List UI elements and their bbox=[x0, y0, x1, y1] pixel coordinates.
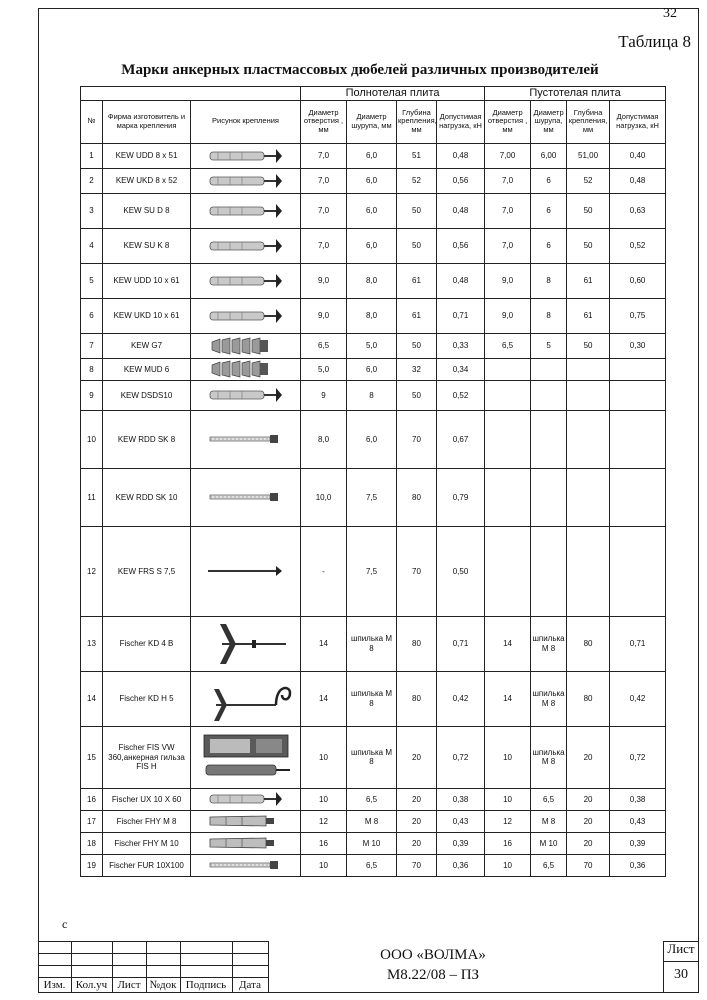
hollow-depth bbox=[567, 526, 610, 616]
hollow-screw-diam bbox=[531, 380, 567, 410]
solid-screw-diam: шпилька М 8 bbox=[347, 616, 397, 671]
solid-load: 0,79 bbox=[437, 468, 485, 526]
row-picture bbox=[191, 468, 301, 526]
hollow-load: 0,43 bbox=[610, 810, 666, 832]
row-picture bbox=[191, 788, 301, 810]
hollow-load: 0,48 bbox=[610, 168, 666, 193]
frame-dowel-icon bbox=[192, 858, 299, 872]
col-header-depth-hollow: Глубина крепления, мм bbox=[567, 100, 610, 143]
hollow-screw-diam: шпилька М 8 bbox=[531, 616, 567, 671]
table-row bbox=[81, 616, 666, 671]
solid-load: 0,38 bbox=[437, 788, 485, 810]
hollow-load: 0,52 bbox=[610, 228, 666, 263]
hollow-hole-diam: 7,0 bbox=[485, 193, 531, 228]
table-row bbox=[81, 671, 666, 726]
col-header-screw-diam-hollow: Диаметр шурупа, мм bbox=[531, 100, 567, 143]
solid-screw-diam: 8,0 bbox=[347, 263, 397, 298]
hollow-depth: 20 bbox=[567, 832, 610, 854]
solid-load: 0,71 bbox=[437, 616, 485, 671]
row-picture bbox=[191, 832, 301, 854]
stamp-sheet-label: Лист bbox=[667, 941, 695, 956]
hollow-depth: 51,00 bbox=[567, 143, 610, 168]
dowel-icon bbox=[192, 236, 299, 256]
table-row bbox=[81, 526, 666, 616]
row-number: 17 bbox=[81, 810, 103, 832]
row-number: 3 bbox=[81, 193, 103, 228]
stamp-caption-signature: Подпись bbox=[185, 979, 227, 991]
row-number: 7 bbox=[81, 333, 103, 358]
row-picture bbox=[191, 526, 301, 616]
hollow-screw-diam: М 10 bbox=[531, 832, 567, 854]
solid-load: 0,39 bbox=[437, 832, 485, 854]
hollow-screw-diam: 6,5 bbox=[531, 854, 567, 876]
hollow-load bbox=[610, 468, 666, 526]
solid-screw-diam: 6,0 bbox=[347, 143, 397, 168]
hollow-hole-diam: 12 bbox=[485, 810, 531, 832]
row-number: 13 bbox=[81, 616, 103, 671]
solid-hole-diam: 7,0 bbox=[301, 143, 347, 168]
row-picture bbox=[191, 193, 301, 228]
col-header-brand: Фирма изготовитель и марка крепления bbox=[103, 100, 191, 143]
solid-load: 0,42 bbox=[437, 671, 485, 726]
solid-depth: 52 bbox=[397, 168, 437, 193]
hollow-load: 0,63 bbox=[610, 193, 666, 228]
row-brand: Fischer FHY M 8 bbox=[103, 810, 191, 832]
row-brand: Fischer FUR 10X100 bbox=[103, 854, 191, 876]
col-header-hole-diam: Диаметр отверстия , мм bbox=[301, 100, 347, 143]
table-row bbox=[81, 298, 666, 333]
row-picture bbox=[191, 263, 301, 298]
hollow-hole-diam: 7,0 bbox=[485, 228, 531, 263]
row-brand: KEW UDD 10 х 61 bbox=[103, 263, 191, 298]
hollow-screw-diam: шпилька М 8 bbox=[531, 726, 567, 788]
row-brand: KEW UDD 8 х 51 bbox=[103, 143, 191, 168]
chemical-anchor-icon bbox=[192, 729, 299, 785]
stamp-doc-code: М8.22/08 – ПЗ bbox=[386, 967, 480, 983]
hollow-depth bbox=[567, 468, 610, 526]
table-row bbox=[81, 854, 666, 876]
solid-load: 0,50 bbox=[437, 526, 485, 616]
hollow-screw-diam bbox=[531, 468, 567, 526]
col-header-depth: Глубина крепления, мм bbox=[397, 100, 437, 143]
hollow-load: 0,71 bbox=[610, 616, 666, 671]
solid-depth: 70 bbox=[397, 854, 437, 876]
long-screw-icon bbox=[192, 565, 299, 577]
hollow-screw-diam: 8 bbox=[531, 298, 567, 333]
stamp-caption-count: Кол.уч bbox=[75, 979, 108, 991]
solid-depth: 61 bbox=[397, 263, 437, 298]
hollow-load: 0,42 bbox=[610, 671, 666, 726]
hollow-load: 0,40 bbox=[610, 143, 666, 168]
solid-depth: 20 bbox=[397, 810, 437, 832]
row-number: 16 bbox=[81, 788, 103, 810]
stamp-caption-change: Изм. bbox=[43, 979, 66, 991]
stamp-caption-sheet: Лист bbox=[117, 979, 141, 991]
solid-depth: 70 bbox=[397, 410, 437, 468]
hollow-depth bbox=[567, 358, 610, 380]
hollow-screw-diam bbox=[531, 410, 567, 468]
hollow-load: 0,60 bbox=[610, 263, 666, 298]
dowel-icon bbox=[192, 146, 299, 166]
row-brand: Fischer FIS VW 360,анкерная гильза FIS H bbox=[103, 726, 191, 788]
solid-load: 0,48 bbox=[437, 263, 485, 298]
solid-hole-diam: 14 bbox=[301, 616, 347, 671]
hollow-screw-diam: 6,00 bbox=[531, 143, 567, 168]
row-picture bbox=[191, 854, 301, 876]
table-row bbox=[81, 832, 666, 854]
hollow-load: 0,72 bbox=[610, 726, 666, 788]
row-number: 14 bbox=[81, 671, 103, 726]
col-header-num: № bbox=[81, 100, 103, 143]
hollow-load bbox=[610, 358, 666, 380]
hollow-depth: 20 bbox=[567, 726, 610, 788]
col-header-load: Допустимая нагрузка, кН bbox=[437, 100, 485, 143]
metal-anchor-icon bbox=[192, 835, 299, 851]
table-row bbox=[81, 358, 666, 380]
row-number: 9 bbox=[81, 380, 103, 410]
solid-load: 0,34 bbox=[437, 358, 485, 380]
hollow-load: 0,36 bbox=[610, 854, 666, 876]
solid-load: 0,71 bbox=[437, 298, 485, 333]
solid-hole-diam: 10 bbox=[301, 788, 347, 810]
frame-dowel-icon bbox=[192, 432, 299, 446]
solid-hole-diam: 5,0 bbox=[301, 358, 347, 380]
header-blank bbox=[81, 87, 301, 101]
hollow-depth: 70 bbox=[567, 854, 610, 876]
row-picture bbox=[191, 380, 301, 410]
hollow-load: 0,39 bbox=[610, 832, 666, 854]
hollow-hole-diam: 10 bbox=[485, 854, 531, 876]
row-number: 6 bbox=[81, 298, 103, 333]
dowel-icon bbox=[192, 271, 299, 291]
hook-toggle-icon bbox=[192, 675, 299, 723]
solid-depth: 50 bbox=[397, 193, 437, 228]
table-row bbox=[81, 228, 666, 263]
hollow-depth: 50 bbox=[567, 333, 610, 358]
table-label: Таблица 8 bbox=[618, 32, 691, 51]
solid-screw-diam: 8 bbox=[347, 380, 397, 410]
toggle-bolt-icon bbox=[192, 620, 299, 668]
solid-depth: 20 bbox=[397, 726, 437, 788]
hollow-hole-diam: 14 bbox=[485, 616, 531, 671]
hollow-hole-diam: 9,0 bbox=[485, 263, 531, 298]
solid-depth: 80 bbox=[397, 616, 437, 671]
row-picture bbox=[191, 298, 301, 333]
row-brand: KEW DSDS10 bbox=[103, 380, 191, 410]
solid-hole-diam: 7,0 bbox=[301, 228, 347, 263]
hollow-hole-diam: 16 bbox=[485, 832, 531, 854]
solid-screw-diam: 6,0 bbox=[347, 168, 397, 193]
hollow-hole-diam: 7,0 bbox=[485, 168, 531, 193]
hollow-screw-diam bbox=[531, 358, 567, 380]
row-brand: Fischer KD 4 B bbox=[103, 616, 191, 671]
solid-depth: 51 bbox=[397, 143, 437, 168]
hollow-depth: 80 bbox=[567, 671, 610, 726]
solid-screw-diam: 6,0 bbox=[347, 228, 397, 263]
solid-hole-diam: 9,0 bbox=[301, 298, 347, 333]
hollow-screw-diam bbox=[531, 526, 567, 616]
hollow-hole-diam: 14 bbox=[485, 671, 531, 726]
solid-hole-diam: 8,0 bbox=[301, 410, 347, 468]
solid-depth: 70 bbox=[397, 526, 437, 616]
hollow-load: 0,75 bbox=[610, 298, 666, 333]
row-number: 8 bbox=[81, 358, 103, 380]
dowel-table bbox=[80, 86, 666, 877]
col-header-picture: Рисунок крепления bbox=[191, 100, 301, 143]
solid-screw-diam: шпилька М 8 bbox=[347, 671, 397, 726]
solid-hole-diam: 16 bbox=[301, 832, 347, 854]
col-header-load-hollow: Допустимая нагрузка, кН bbox=[610, 100, 666, 143]
hollow-hole-diam bbox=[485, 526, 531, 616]
hollow-hole-diam: 9,0 bbox=[485, 298, 531, 333]
dowel-icon bbox=[192, 385, 299, 405]
row-picture bbox=[191, 333, 301, 358]
row-number: 11 bbox=[81, 468, 103, 526]
solid-load: 0,72 bbox=[437, 726, 485, 788]
frame-dowel-icon bbox=[192, 490, 299, 504]
row-brand: Fischer FHY M 10 bbox=[103, 832, 191, 854]
solid-screw-diam: 6,0 bbox=[347, 358, 397, 380]
row-picture bbox=[191, 358, 301, 380]
solid-screw-diam: 7,5 bbox=[347, 468, 397, 526]
hollow-screw-diam: 6 bbox=[531, 168, 567, 193]
solid-load: 0,36 bbox=[437, 854, 485, 876]
row-picture bbox=[191, 616, 301, 671]
solid-hole-diam: - bbox=[301, 526, 347, 616]
hollow-load bbox=[610, 410, 666, 468]
hollow-load bbox=[610, 526, 666, 616]
solid-depth: 61 bbox=[397, 298, 437, 333]
row-picture bbox=[191, 410, 301, 468]
row-brand: KEW MUD 6 bbox=[103, 358, 191, 380]
table-row bbox=[81, 410, 666, 468]
hollow-depth bbox=[567, 380, 610, 410]
solid-load: 0,56 bbox=[437, 228, 485, 263]
hollow-screw-diam: 8 bbox=[531, 263, 567, 298]
solid-hole-diam: 6,5 bbox=[301, 333, 347, 358]
table-row bbox=[81, 168, 666, 193]
row-number: 19 bbox=[81, 854, 103, 876]
row-brand: KEW SU D 8 bbox=[103, 193, 191, 228]
solid-hole-diam: 7,0 bbox=[301, 193, 347, 228]
hollow-hole-diam bbox=[485, 468, 531, 526]
row-number: 4 bbox=[81, 228, 103, 263]
title-block-stamp bbox=[38, 941, 699, 993]
stamp-company: ООО «ВОЛМА» bbox=[380, 947, 486, 963]
row-number: 12 bbox=[81, 526, 103, 616]
solid-depth: 20 bbox=[397, 832, 437, 854]
row-brand: KEW UKD 10 х 61 bbox=[103, 298, 191, 333]
table-row bbox=[81, 193, 666, 228]
solid-screw-diam: М 8 bbox=[347, 810, 397, 832]
hollow-screw-diam: М 8 bbox=[531, 810, 567, 832]
solid-hole-diam: 9 bbox=[301, 380, 347, 410]
solid-hole-diam: 10 bbox=[301, 854, 347, 876]
row-number: 10 bbox=[81, 410, 103, 468]
hollow-hole-diam: 7,00 bbox=[485, 143, 531, 168]
row-brand: KEW FRS S 7,5 bbox=[103, 526, 191, 616]
solid-load: 0,48 bbox=[437, 143, 485, 168]
row-picture bbox=[191, 810, 301, 832]
solid-hole-diam: 14 bbox=[301, 671, 347, 726]
solid-screw-diam: М 10 bbox=[347, 832, 397, 854]
table-row bbox=[81, 810, 666, 832]
hollow-hole-diam bbox=[485, 380, 531, 410]
solid-hole-diam: 7,0 bbox=[301, 168, 347, 193]
table-row bbox=[81, 788, 666, 810]
solid-screw-diam: шпилька М 8 bbox=[347, 726, 397, 788]
table-row bbox=[81, 468, 666, 526]
stamp-caption-date: Дата bbox=[239, 979, 261, 991]
row-brand: KEW G7 bbox=[103, 333, 191, 358]
solid-depth: 50 bbox=[397, 380, 437, 410]
row-picture bbox=[191, 228, 301, 263]
hollow-load bbox=[610, 380, 666, 410]
table-row bbox=[81, 263, 666, 298]
hollow-depth: 61 bbox=[567, 298, 610, 333]
hollow-screw-diam: 6 bbox=[531, 193, 567, 228]
solid-load: 0,52 bbox=[437, 380, 485, 410]
table-row bbox=[81, 380, 666, 410]
row-brand: Fischer UX 10 X 60 bbox=[103, 788, 191, 810]
table-row bbox=[81, 726, 666, 788]
page-number: 32 bbox=[663, 6, 677, 21]
solid-hole-diam: 9,0 bbox=[301, 263, 347, 298]
col-header-hole-diam-hollow: Диаметр отверстия , мм bbox=[485, 100, 531, 143]
hollow-depth: 80 bbox=[567, 616, 610, 671]
row-picture bbox=[191, 143, 301, 168]
hollow-depth: 50 bbox=[567, 193, 610, 228]
hollow-hole-diam bbox=[485, 410, 531, 468]
solid-depth: 20 bbox=[397, 788, 437, 810]
row-number: 15 bbox=[81, 726, 103, 788]
hollow-depth bbox=[567, 410, 610, 468]
footnote-mark: с bbox=[62, 917, 68, 931]
solid-load: 0,43 bbox=[437, 810, 485, 832]
solid-depth: 80 bbox=[397, 468, 437, 526]
row-picture bbox=[191, 671, 301, 726]
row-number: 5 bbox=[81, 263, 103, 298]
solid-load: 0,67 bbox=[437, 410, 485, 468]
solid-hole-diam: 10 bbox=[301, 726, 347, 788]
stamp-sheet-number: 30 bbox=[674, 967, 688, 982]
hollow-screw-diam: шпилька М 8 bbox=[531, 671, 567, 726]
row-picture bbox=[191, 168, 301, 193]
dowel-icon bbox=[192, 789, 299, 809]
row-brand: KEW RDD SK 8 bbox=[103, 410, 191, 468]
hollow-hole-diam: 6,5 bbox=[485, 333, 531, 358]
solid-screw-diam: 6,5 bbox=[347, 788, 397, 810]
solid-screw-diam: 6,0 bbox=[347, 410, 397, 468]
dowel-icon bbox=[192, 306, 299, 326]
solid-load: 0,33 bbox=[437, 333, 485, 358]
solid-depth: 50 bbox=[397, 333, 437, 358]
hollow-screw-diam: 5 bbox=[531, 333, 567, 358]
hollow-hole-diam: 10 bbox=[485, 726, 531, 788]
dowel-icon bbox=[192, 171, 299, 191]
row-brand: KEW SU K 8 bbox=[103, 228, 191, 263]
page-title: Марки анкерных пластмассовых дюбелей различных производителей bbox=[121, 62, 599, 78]
metal-anchor-icon bbox=[192, 813, 299, 829]
ribbed-dowel-icon bbox=[192, 336, 299, 356]
solid-hole-diam: 10,0 bbox=[301, 468, 347, 526]
row-number: 18 bbox=[81, 832, 103, 854]
stamp-caption-docnum: №док bbox=[149, 979, 177, 991]
group-header-solid: Полнотелая плита bbox=[301, 87, 485, 101]
hollow-depth: 20 bbox=[567, 810, 610, 832]
hollow-hole-diam: 10 bbox=[485, 788, 531, 810]
solid-screw-diam: 6,0 bbox=[347, 193, 397, 228]
solid-depth: 32 bbox=[397, 358, 437, 380]
row-brand: Fischer KD H 5 bbox=[103, 671, 191, 726]
row-brand: KEW RDD SK 10 bbox=[103, 468, 191, 526]
dowel-icon bbox=[192, 201, 299, 221]
row-picture bbox=[191, 726, 301, 788]
hollow-screw-diam: 6 bbox=[531, 228, 567, 263]
hollow-depth: 20 bbox=[567, 788, 610, 810]
hollow-screw-diam: 6,5 bbox=[531, 788, 567, 810]
group-header-hollow: Пустотелая плита bbox=[485, 87, 666, 101]
table-row bbox=[81, 143, 666, 168]
solid-load: 0,56 bbox=[437, 168, 485, 193]
solid-screw-diam: 5,0 bbox=[347, 333, 397, 358]
table-row bbox=[81, 333, 666, 358]
hollow-load: 0,38 bbox=[610, 788, 666, 810]
row-number: 1 bbox=[81, 143, 103, 168]
ribbed-dowel-icon bbox=[192, 359, 299, 379]
hollow-depth: 52 bbox=[567, 168, 610, 193]
hollow-load: 0,30 bbox=[610, 333, 666, 358]
solid-depth: 50 bbox=[397, 228, 437, 263]
hollow-depth: 50 bbox=[567, 228, 610, 263]
hollow-depth: 61 bbox=[567, 263, 610, 298]
row-brand: KEW UKD 8 х 52 bbox=[103, 168, 191, 193]
solid-screw-diam: 7,5 bbox=[347, 526, 397, 616]
solid-screw-diam: 6,5 bbox=[347, 854, 397, 876]
col-header-screw-diam: Диаметр шурупа, мм bbox=[347, 100, 397, 143]
solid-hole-diam: 12 bbox=[301, 810, 347, 832]
row-number: 2 bbox=[81, 168, 103, 193]
solid-load: 0,48 bbox=[437, 193, 485, 228]
solid-screw-diam: 8,0 bbox=[347, 298, 397, 333]
hollow-hole-diam bbox=[485, 358, 531, 380]
solid-depth: 80 bbox=[397, 671, 437, 726]
